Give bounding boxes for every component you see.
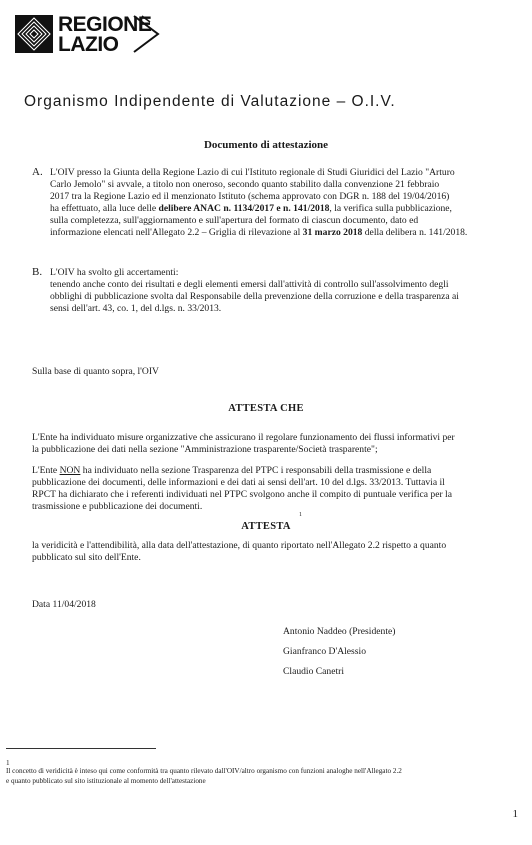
- document-title: Documento di attestazione: [203, 139, 329, 151]
- paragraph-line: la pubblicazione dei dati nella sezione "Amministrazione trasparente/Società trasparente";: [32, 444, 378, 455]
- organization-heading: Organismo Indipendente di Valutazione – O.I.V.: [24, 93, 396, 110]
- item-a-line: 2017 tra la Regione Lazio ed il menzionato Istituto (schema approvato con DGR n. 188 del 19/04/2016): [50, 191, 450, 202]
- page-number: 1: [512, 808, 518, 820]
- item-a-line: [50, 227, 514, 239]
- logo-chevron-icon: [132, 13, 160, 55]
- signer-member: Claudio Canetri: [283, 666, 345, 677]
- paragraph-line: pubblicato sul sito dell'Ente.: [32, 552, 141, 563]
- text-run: ha effettuato, alla luce delle: [50, 203, 159, 214]
- text-run: della delibera n. 141/2018.: [362, 227, 468, 238]
- item-a-line: L'OIV presso la Giunta della Regione Lazio di cui l'Istituto regionale di Studi Giuridici del Lazio "Arturo: [50, 167, 455, 178]
- footnote-marker: 1: [299, 512, 302, 518]
- item-a-line: Carlo Jemolo" si avvale, a titolo non oneroso, secondo quanto stabilito dalla convenzione 21 febbraio: [50, 179, 440, 190]
- paragraph-line: trasmissione e pubblicazione dei documenti.: [32, 501, 203, 512]
- item-a-letter: A.: [32, 166, 43, 178]
- non-underlined: NON: [59, 465, 81, 476]
- attesta-heading: ATTESTA: [241, 521, 291, 532]
- text-run: ha individuato nella sezione Trasparenza del PTPC i responsabili della trasmissione e della: [80, 465, 432, 476]
- attesta-che-heading: ATTESTA CHE: [228, 403, 304, 414]
- footnote-separator: [6, 748, 156, 749]
- text-run: L'Ente: [32, 465, 60, 476]
- basis-statement: Sulla base di quanto sopra, l'OIV: [32, 366, 159, 377]
- item-b-line: sensi dell'art. 43, co. 1, del d.lgs. n. 33/2013.: [50, 303, 222, 314]
- text-run: e l'attendibilità, alla data dell'attestazione, di quanto riportato nell'Allegato 2.2 rispetto a quanto: [77, 540, 447, 551]
- item-b-letter: B.: [32, 266, 43, 278]
- text-run: , la verifica sulla pubblicazione,: [329, 203, 452, 214]
- footnote-text: [6, 766, 516, 786]
- paragraph-line: [32, 540, 514, 552]
- text-run: informazione elencati nell'Allegato 2.2 – Griglia di rilevazione al: [50, 227, 303, 238]
- attestation-date: Data 11/04/2018: [32, 599, 96, 610]
- item-a-line: sulla completezza, sull'aggiornamento e sull'apertura del formato di ciascun documento, dato ed: [50, 215, 419, 226]
- footnote-number: 1: [6, 759, 10, 767]
- item-a-line: [50, 203, 514, 215]
- item-b-line: tenendo anche conto dei risultati e degli elementi emersi dall'attività di controllo sull'assolvimento degli: [50, 279, 449, 290]
- signer-member: Gianfranco D'Alessio: [283, 646, 366, 657]
- item-b-line: L'OIV ha svolto gli accertamenti:: [50, 267, 179, 278]
- footnote-line: Il concetto di veridicità è inteso qui come conformità tra quanto rilevato dall'OIV/altro organismo con funzioni analoghe nell'Allegato 2.2: [6, 767, 402, 775]
- paragraph-line: [32, 465, 514, 477]
- item-b-text: [50, 267, 514, 315]
- paragraph-line: RPCT ha dichiarato che i referenti individuati nel PTPC svolgono anche il compito di puntuale verifica per la: [32, 489, 452, 500]
- footnote-line: e quanto pubblicato sul sito istituzionale al momento dell'attestazione: [6, 777, 206, 785]
- signer-president: Antonio Naddeo (Presidente): [283, 626, 396, 637]
- paragraph-line: pubblicazione dei documenti, delle informazioni e dei dati ai sensi dell'art. 10 del d.lgs. 33/2013. Tuttavia il: [32, 477, 445, 488]
- item-b-line: obblighi di pubblicazione svolta dal Responsabile della prevenzione della corruzione e della trasparenza ai: [50, 291, 459, 302]
- reference-date: 31 marzo 2018: [302, 227, 363, 238]
- anac-deliberations: delibere ANAC n. 1134/2017 e n. 141/2018: [158, 203, 330, 214]
- logo-text-lazio: LAZIO: [58, 33, 119, 56]
- attestation-paragraph-3: [32, 540, 514, 564]
- text-run: la veridicità: [32, 540, 78, 551]
- attestation-paragraph-1: [32, 432, 514, 456]
- regione-lazio-emblem: [14, 14, 54, 54]
- attestation-paragraph-2: [32, 465, 514, 513]
- paragraph-line: L'Ente ha individuato misure organizzative che assicurano il regolare funzionamento dei flussi informativi per: [32, 432, 455, 443]
- logo-text-regione: REGIONE: [58, 13, 152, 36]
- item-a-text: [50, 167, 514, 239]
